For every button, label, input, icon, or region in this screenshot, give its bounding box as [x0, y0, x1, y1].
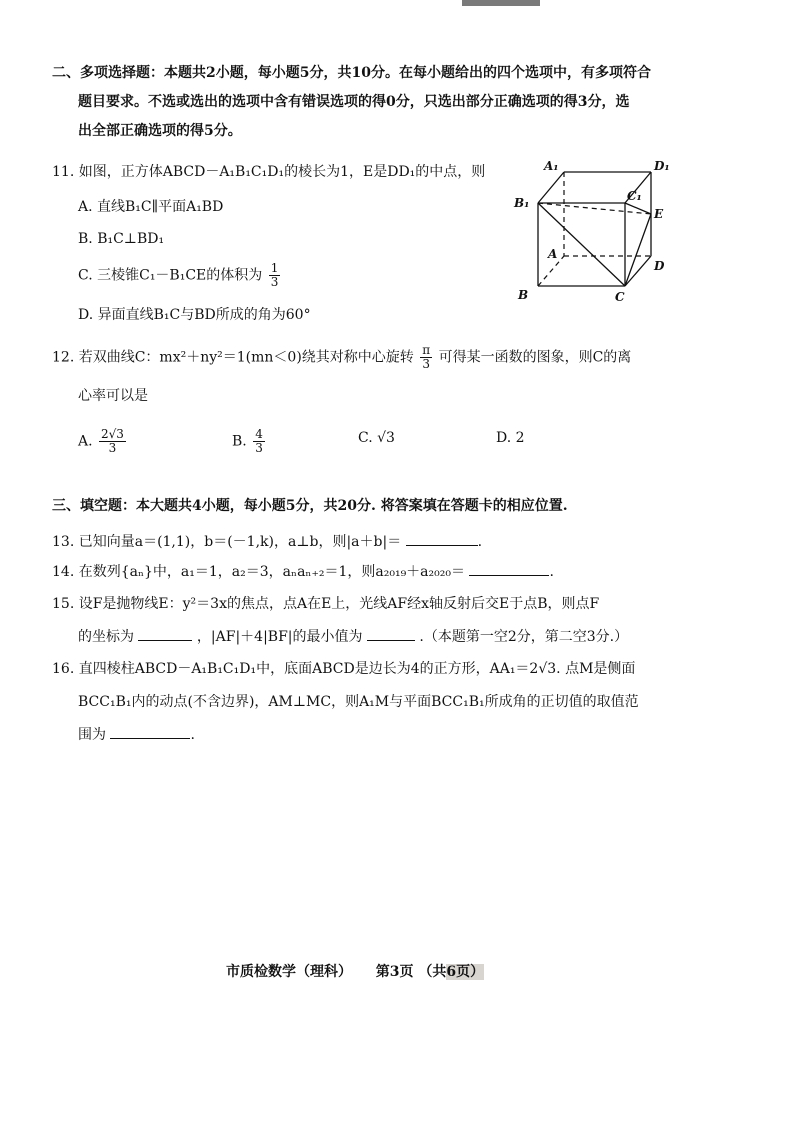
- q15-line2-a: 的坐标为: [78, 629, 134, 645]
- q12-stem-part1: 若双曲线C：mx²＋ny²＝1(mn＜0)绕其对称中心旋转: [78, 349, 414, 366]
- section2-line2: 题目要求。不选或选出的选项中含有错误选项的得0分，只选出部分正确选项的得3分，选: [78, 94, 630, 110]
- q15-line2: [78, 626, 628, 647]
- q12-option-b-num: 4: [255, 427, 263, 441]
- hidden-seg-b1-e: [538, 203, 651, 214]
- label-b: B: [518, 288, 529, 302]
- q14-answer-blank: [469, 561, 549, 576]
- q12-option-a: [78, 428, 128, 455]
- q12-option-a-den: 3: [108, 441, 117, 455]
- label-d1: D₁: [654, 159, 670, 173]
- cube-figure: [510, 158, 680, 306]
- label-a: A: [548, 247, 558, 261]
- q12-option-a-label: A.: [78, 433, 93, 450]
- q13-end: .: [477, 534, 483, 550]
- q16-line1: [52, 659, 635, 679]
- q12-option-b-den: 3: [255, 441, 263, 455]
- label-e: E: [654, 207, 664, 221]
- q11-option-a: A. 直线B₁C∥平面A₁BD: [78, 199, 224, 215]
- q15-line2-c: .（本题第一空2分，第二空3分.）: [419, 629, 629, 645]
- q11-number: 11.: [52, 164, 75, 180]
- footer-total-prefix: （共: [418, 964, 447, 980]
- q12-stem: [52, 344, 631, 371]
- q11-option-b: B. B₁C⊥BD₁: [78, 231, 165, 247]
- q15-number: 15.: [52, 596, 75, 612]
- q12-option-b-fraction: [253, 428, 265, 455]
- q16-number: 16.: [52, 661, 75, 677]
- q16-line2: BCC₁B₁内的动点(不含边界)，AM⊥MC，则A₁M与平面BCC₁B₁所成角的正切值的取值范: [78, 694, 639, 710]
- q12-stem-line2: 心率可以是: [78, 388, 148, 404]
- page-footer: [226, 961, 484, 981]
- q13: [52, 531, 482, 552]
- section3-heading: 三、填空题：本大题共4小题，每小题5分，共20分. 将答案填在答题卡的相应位置.: [52, 498, 568, 514]
- label-b1: B₁: [514, 196, 530, 210]
- q12-stem-part2: 可得某一函数的图象，则C的离: [438, 349, 632, 366]
- footer-page: 第3页: [375, 964, 414, 980]
- q12-option-c: C. √3: [358, 430, 395, 446]
- q15-answer-blank-2: [367, 626, 415, 641]
- footer-total-num: 6: [446, 964, 457, 980]
- q14-end: .: [549, 564, 554, 580]
- q13-answer-blank: [406, 531, 478, 546]
- section2-line1: 二、多项选择题：本题共2小题，每小题5分，共10分。在每小题给出的四个选项中，有多项符合: [52, 65, 651, 81]
- q14-number: 14.: [52, 564, 75, 580]
- q11-option-d: D. 异面直线B₁C与BD所成的角为60°: [78, 307, 311, 323]
- q12-option-b: [232, 428, 267, 455]
- label-d: D: [654, 259, 665, 273]
- q12-pi-fraction: [420, 344, 432, 371]
- q11-option-c-text: C. 三棱锥C₁－B₁CE的体积为: [78, 267, 263, 284]
- footer-total-suffix: 页）: [456, 964, 485, 980]
- q15-line1-text: 设F是抛物线E：y²＝3x的焦点，点A在E上，光线AF经x轴反射后交E于点B，则点F: [78, 596, 600, 612]
- q14-text: 在数列{aₙ}中，a₁＝1，a₂＝3，aₙaₙ₊₂＝1，则a₂₀₁₉＋a₂₀₂₀＝: [78, 564, 465, 580]
- q12-option-a-num: 2√3: [101, 427, 124, 441]
- q11-option-c-num: 1: [270, 261, 279, 275]
- label-c: C: [615, 290, 625, 304]
- label-c1: C₁: [627, 189, 642, 203]
- footer-subject: 市质检数学（理科）: [226, 964, 352, 980]
- q15-line1: [52, 594, 599, 614]
- q12-pi-num: π: [422, 343, 431, 357]
- q12-option-a-fraction: [99, 428, 126, 455]
- q12-pi-den: 3: [422, 357, 430, 371]
- q15-line2-b: ，|AF|＋4|BF|的最小值为: [196, 629, 363, 645]
- label-a1: A₁: [544, 159, 559, 173]
- q16-line3: [78, 724, 195, 745]
- edge-b1-a1: [538, 172, 564, 203]
- diag-b1-c: [538, 203, 625, 286]
- q12-option-b-label: B.: [232, 433, 247, 450]
- q16-line3-a: 围为: [78, 727, 106, 743]
- q12-option-d: D. 2: [496, 430, 525, 446]
- q13-text: 已知向量a＝(1,1)，b＝(－1,k)，a⊥b，则|a＋b|＝: [78, 534, 402, 550]
- q15-answer-blank-1: [138, 626, 192, 641]
- q14: [52, 561, 554, 582]
- q11-option-c-den: 3: [270, 275, 279, 289]
- q16-end: .: [190, 727, 195, 743]
- seg-c-e: [625, 214, 651, 286]
- q11-option-c: [78, 262, 282, 289]
- edge-c-d: [625, 256, 651, 286]
- q11-stem: [52, 162, 485, 182]
- q13-number: 13.: [52, 534, 75, 550]
- scan-mark: [462, 0, 540, 6]
- q16-line1-text: 直四棱柱ABCD－A₁B₁C₁D₁中，底面ABCD是边长为4的正方形，AA₁＝2√3. 点M是侧面: [78, 661, 636, 677]
- q12-number: 12.: [52, 349, 75, 366]
- q11-option-c-fraction: [269, 262, 281, 289]
- section2-line3: 出全部正确选项的得5分。: [78, 123, 242, 139]
- q11-stem-text: 如图，正方体ABCD－A₁B₁C₁D₁的棱长为1，E是DD₁的中点，则: [78, 164, 486, 180]
- q16-answer-blank: [110, 724, 190, 739]
